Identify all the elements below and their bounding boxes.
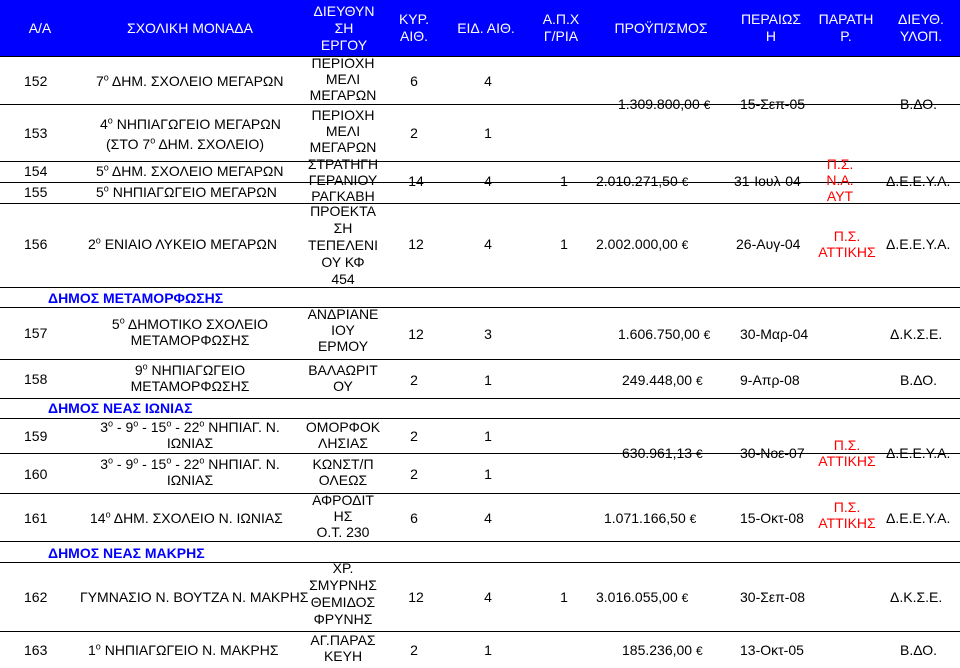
header-directorate-line: ΔΙΕΥΘ. [898,11,944,27]
school-name: $2^o$ ΕΝΙΑΙΟ ΛΥΚΕΙΟ ΜΕΓΑΡΩΝ [88,235,277,252]
school-name: $9^o$ ΝΗΠΙΑΓΩΓΕΙΟ ΜΕΤΑΜΟΡΦΩΣΗΣ [130,361,250,394]
header-aa: Α/Α [28,19,52,36]
completion-date: 15-Οκτ-08 [740,510,804,526]
header-apx [528,0,594,56]
row-number: 158 [24,371,48,387]
address: ΚΩΝΣΤ/Π ΟΛΕΩΣ [312,456,374,488]
section-heading: ΔΗΜΟΣ ΜΕΤΑΜΟΡΦΩΣΗΣ [48,290,224,306]
apx: 1 [560,589,568,605]
row-divider [0,562,960,563]
header-completion-line: Η [765,28,777,44]
row-number: 154 [24,163,48,179]
handover: Π.Σ. ΑΤΤΙΚΗΣ [818,499,876,531]
eid-aith: 4 [484,589,492,605]
header-handover-line: ΠΑΡΑΤΗ [818,11,874,27]
kyr-aith: 14 [408,173,424,189]
address: ΣΤΡΑΤΗΓΗ ΓΕΡΑΝΙΟΥ ΡΑΓΚΑΒΗ [307,156,379,202]
completion-date: 13-Οκτ-05 [740,642,804,658]
school-name-line2: (ΣΤΟ $7^o$ ΔΗΜ. ΣΧΟΛΕΙΟ) [106,135,264,152]
eid-aith: 1 [484,428,492,444]
eid-aith: 1 [484,372,492,388]
header-eid-aith: ΕΙΔ. ΑΙΘ. [457,19,515,36]
row-number: 155 [24,184,48,200]
completion-date: 26-Αυγ-04 [736,236,801,252]
row-divider [0,203,960,204]
school-name: $3^o - 9^o - 15^o - 22^o$ ΝΗΠΙΑΓ. Ν. ΙΩΝΙΑΣ [100,455,280,488]
header-kyr-line: ΑΙΘ. [399,28,428,44]
budget: 185.236,00 € [622,642,703,658]
address: ΠΡΟΕΚΤΑ ΣΗ ΤΕΠΕΛΕΝΙ ΟΥ ΚΦ 454 [307,203,379,287]
header-completion [734,0,808,56]
school-name: $7^o$ ΔΗΜ. ΣΧΟΛΕΙΟ ΜΕΓΑΡΩΝ [96,72,284,89]
directorate: Δ.Κ.Σ.Ε. [890,326,943,342]
directorate: Δ.Ε.Ε.Υ.Α. [886,445,951,461]
completion-date: 31-Ιουλ-04 [734,173,801,189]
apx: 1 [560,173,568,189]
kyr-aith: 2 [410,642,418,658]
completion-date: 30-Νοε-07 [740,445,805,461]
school-name: $1^o$ ΝΗΠΙΑΓΩΓΕΙΟ Ν. ΜΑΚΡΗΣ [88,641,279,658]
eid-aith: 3 [484,326,492,342]
budget: 630.961,13 € [622,445,703,461]
row-number: 160 [24,466,48,482]
school-name: $5^o$ ΔΗΜΟΤΙΚΟ ΣΧΟΛΕΙΟ ΜΕΤΑΜΟΡΦΩΣΗΣ [111,315,269,348]
header-address-line: ΣΗ [334,19,354,36]
eid-aith: 4 [484,510,492,526]
school-name: $3^o - 9^o - 15^o - 22^o$ ΝΗΠΙΑΓ. Ν. ΙΩΝΙΑΣ [100,418,280,451]
kyr-aith: 2 [410,428,418,444]
budget: 1.606.750,00 € [618,326,711,342]
row-divider [0,104,960,105]
row-number: 153 [24,125,48,141]
eid-aith: 1 [484,642,492,658]
completion-date: 9-Απρ-08 [740,372,800,388]
completion-date: 30-Μαρ-04 [740,326,809,342]
row-divider [0,359,960,360]
handover: Π.Σ. ΑΤΤΙΚΗΣ [818,228,876,260]
row-number: 161 [24,510,48,526]
row-divider [0,56,960,57]
row-divider [0,398,960,399]
directorate: Β.ΔΟ. [900,372,938,388]
header-budget: ΠΡΟΫΠ/ΣΜΟΣ [614,19,708,36]
kyr-aith: 2 [410,466,418,482]
row-number: 156 [24,236,48,252]
directorate: Δ.Ε.Ε.Υ.Α. [886,510,951,526]
kyr-aith: 2 [410,125,418,141]
row-number: 163 [24,642,48,658]
header-handover-line: Ρ. [840,28,852,44]
row-divider [0,493,960,494]
directorate: Δ.Ε.Ε.Υ.Α. [886,236,951,252]
address: ΑΦΡΟΔΙΤ ΗΣ Ο.Τ. 230 [312,492,374,540]
header-directorate [882,0,960,56]
eid-aith: 1 [484,466,492,482]
address: ΑΓ.ΠΑΡΑΣ ΚΕΥΗ [310,632,376,664]
directorate: Β.ΔΟ. [900,642,938,658]
header-apx-line: Α.Π.Χ [542,11,580,27]
row-divider [0,307,960,308]
address: ΠΕΡΙΟΧΗ ΜΕΛΙ ΜΕΓΑΡΩΝ [309,55,377,103]
table-header [0,0,960,56]
kyr-aith: 12 [408,589,424,605]
header-kyr-line: ΚΥΡ. [398,11,430,27]
budget: 2.002.000,00 € [596,236,689,252]
budget: 1.309.800,00 € [618,96,711,112]
section-heading: ΔΗΜΟΣ ΝΕΑΣ ΙΩΝΙΑΣ [48,400,193,416]
header-handover [810,0,882,56]
eid-aith: 4 [484,73,492,89]
school-name: $4^o$ ΝΗΠΙΑΓΩΓΕΙΟ ΜΕΓΑΡΩΝ [100,115,281,132]
apx: 1 [560,236,568,252]
school-name: $5^o$ ΔΗΜ. ΣΧΟΛΕΙΟ ΜΕΓΑΡΩΝ [96,162,284,179]
eid-aith: 4 [484,236,492,252]
budget: 3.016.055,00 € [596,589,689,605]
directorate: Δ.Ε.Ε.Υ.Α. [886,173,951,189]
directorate: Β.ΔΟ. [900,96,938,112]
header-apx-line: Γ/ΡΙΑ [543,28,579,44]
address: ΟΜΟΡΦΟΚ ΛΗΣΙΑΣ [305,419,381,451]
row-divider [0,631,960,632]
row-divider [0,287,960,288]
header-address [302,0,386,56]
address: ΑΝΔΡΙΑΝΕ ΙΟΥ ΕΡΜΟΥ [307,306,379,354]
school-name: ΓΥΜΝΑΣΙΟ Ν. ΒΟΥΤΖΑ Ν. ΜΑΚΡΗΣ [80,589,309,605]
budget: 249.448,00 € [622,372,703,388]
header-directorate-line: ΥΛΟΠ. [899,28,943,44]
completion-date: 30-Σεπ-08 [740,589,806,605]
budget: 1.071.166,50 € [604,510,697,526]
row-number: 162 [24,589,48,605]
school-name: $14^o$ ΔΗΜ. ΣΧΟΛΕΙΟ Ν. ΙΩΝΙΑΣ [90,509,283,526]
kyr-aith: 6 [410,510,418,526]
header-completion-line: ΠΕΡΑΙΩΣ [740,11,802,27]
school-name: $5^o$ ΝΗΠΙΑΓΩΓΕΙΟ ΜΕΓΑΡΩΝ [96,183,277,200]
address: ΧΡ. ΣΜΥΡΝΗΣ ΘΕΜΙΔΟΣ ΦΡΥΝΗΣ [309,560,377,627]
row-number: 152 [24,73,48,89]
row-number: 159 [24,428,48,444]
row-divider [0,541,960,542]
eid-aith: 4 [484,173,492,189]
section-heading: ΔΗΜΟΣ ΝΕΑΣ ΜΑΚΡΗΣ [48,545,205,561]
handover: Π.Σ. Ν.Α. ΑΥΤ [826,156,854,202]
kyr-aith: 6 [410,73,418,89]
header-address-line: ΔΙΕΥΘΥΝ [313,2,375,19]
header-kyr-aith [386,0,442,56]
kyr-aith: 2 [410,372,418,388]
budget: 2.010.271,50 € [596,173,689,189]
row-number: 157 [24,325,48,341]
kyr-aith: 12 [408,236,424,252]
eid-aith: 1 [484,125,492,141]
header-school: ΣΧΟΛΙΚΗ ΜΟΝΑΔΑ [127,19,253,36]
kyr-aith: 12 [408,326,424,342]
directorate: Δ.Κ.Σ.Ε. [890,589,943,605]
completion-date: 15-Σεπ-05 [740,96,806,112]
address: ΒΑΛΑΩΡΙΤ ΟΥ [308,362,378,394]
header-address-line: ΕΡΓΟΥ [320,36,368,53]
address: ΠΕΡΙΟΧΗ ΜΕΛΙ ΜΕΓΑΡΩΝ [309,107,377,155]
handover: Π.Σ. ΑΤΤΙΚΗΣ [818,437,876,469]
